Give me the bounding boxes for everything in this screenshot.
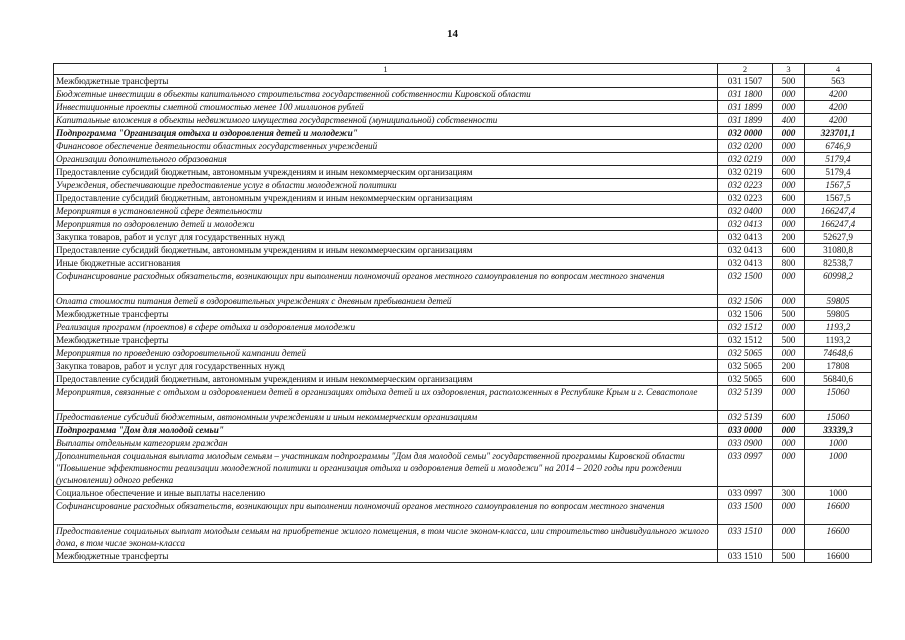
row-amount-cell: 1000: [805, 450, 872, 487]
table-row: [54, 321, 872, 334]
row-name-cell: Предоставление субсидий бюджетным, автономным учреждениям и иным некоммерческим организациям: [54, 192, 718, 205]
row-code-cell: 032 1506: [718, 308, 773, 321]
table-row: [54, 411, 872, 424]
table-row: [54, 500, 872, 525]
row-type-cell: 500: [773, 75, 805, 88]
row-type-cell: 800: [773, 257, 805, 270]
table-row: [54, 424, 872, 437]
table-row: [54, 270, 872, 295]
row-amount-cell: 59805: [805, 295, 872, 308]
table-row: [54, 334, 872, 347]
row-name-cell: Софинансирование расходных обязательств, возникающих при выполнении полномочий органов местного самоуправления по вопросам местного значения: [54, 270, 718, 295]
table-row: [54, 386, 872, 411]
row-code-cell: 032 5065: [718, 373, 773, 386]
row-code-cell: 031 1899: [718, 114, 773, 127]
row-amount-cell: 1567,5: [805, 192, 872, 205]
row-code-cell: 033 1510: [718, 525, 773, 550]
page-number: 14: [447, 28, 458, 40]
row-name-cell: Выплаты отдельным категориям граждан: [54, 437, 718, 450]
row-amount-cell: 1567,5: [805, 179, 872, 192]
row-name-cell: Бюджетные инвестиции в объекты капитального строительства государственной собственности Кировской области: [54, 88, 718, 101]
row-name-cell: Предоставление субсидий бюджетным, автономным учреждениям и иным некоммерческим организациям: [54, 244, 718, 257]
column-header-3: 3: [773, 64, 805, 75]
row-code-cell: 032 0223: [718, 179, 773, 192]
row-amount-cell: 82538,7: [805, 257, 872, 270]
row-type-cell: 000: [773, 424, 805, 437]
table-row: [54, 550, 872, 563]
row-amount-cell: 166247,4: [805, 205, 872, 218]
table-row: [54, 205, 872, 218]
row-name-cell: Предоставление субсидий бюджетным, автономным учреждениям и иным некоммерческим организациям: [54, 411, 718, 424]
row-code-cell: 033 1500: [718, 500, 773, 525]
table-row: [54, 295, 872, 308]
row-code-cell: 033 0997: [718, 487, 773, 500]
row-type-cell: 500: [773, 334, 805, 347]
row-name-cell: Мероприятия в установленной сфере деятельности: [54, 205, 718, 218]
row-code-cell: 033 0997: [718, 450, 773, 487]
row-name-cell: Мероприятия по оздоровлению детей и молодежи: [54, 218, 718, 231]
row-amount-cell: 5179,4: [805, 166, 872, 179]
row-type-cell: 000: [773, 140, 805, 153]
row-amount-cell: 74648,6: [805, 347, 872, 360]
row-code-cell: 032 0219: [718, 153, 773, 166]
row-amount-cell: 563: [805, 75, 872, 88]
row-amount-cell: 59805: [805, 308, 872, 321]
row-code-cell: 031 1507: [718, 75, 773, 88]
row-code-cell: 032 0413: [718, 244, 773, 257]
table-row: [54, 231, 872, 244]
row-name-cell: Организации дополнительного образования: [54, 153, 718, 166]
row-name-cell: Инвестиционные проекты сметной стоимостью менее 100 миллионов рублей: [54, 101, 718, 114]
row-name-cell: Межбюджетные трансферты: [54, 75, 718, 88]
row-type-cell: 000: [773, 270, 805, 295]
row-amount-cell: 5179,4: [805, 153, 872, 166]
table-header-row: [54, 64, 872, 75]
row-name-cell: Предоставление субсидий бюджетным, автономным учреждениям и иным некоммерческим организациям: [54, 373, 718, 386]
row-type-cell: 000: [773, 450, 805, 487]
row-amount-cell: 1000: [805, 487, 872, 500]
row-amount-cell: 6746,9: [805, 140, 872, 153]
table-row: [54, 166, 872, 179]
row-type-cell: 200: [773, 231, 805, 244]
row-code-cell: 032 0200: [718, 140, 773, 153]
row-amount-cell: 16600: [805, 550, 872, 563]
row-type-cell: 000: [773, 218, 805, 231]
row-code-cell: 032 5139: [718, 386, 773, 411]
row-code-cell: 032 0400: [718, 205, 773, 218]
table-row: [54, 114, 872, 127]
row-code-cell: 032 5065: [718, 347, 773, 360]
row-code-cell: 032 1506: [718, 295, 773, 308]
table-row: [54, 525, 872, 550]
row-type-cell: 000: [773, 500, 805, 525]
table-row: [54, 244, 872, 257]
row-type-cell: 000: [773, 437, 805, 450]
row-type-cell: 000: [773, 347, 805, 360]
row-code-cell: 032 0413: [718, 218, 773, 231]
row-code-cell: 032 0000: [718, 127, 773, 140]
column-header-1: 1: [54, 64, 718, 75]
table-row: [54, 347, 872, 360]
row-name-cell: Мероприятия, связанные с отдыхом и оздоровлением детей в организациях отдыха детей и их оздоровления, расположенных в Республике Крым и г. Севастополе: [54, 386, 718, 411]
row-code-cell: 033 1510: [718, 550, 773, 563]
row-amount-cell: 33339,3: [805, 424, 872, 437]
row-name-cell: Социальное обеспечение и иные выплаты населению: [54, 487, 718, 500]
row-name-cell: Оплата стоимости питания детей в оздоровительных учреждениях с дневным пребыванием детей: [54, 295, 718, 308]
table-row: [54, 75, 872, 88]
row-amount-cell: 1193,2: [805, 321, 872, 334]
table-row: [54, 127, 872, 140]
table-row: [54, 153, 872, 166]
table-row: [54, 257, 872, 270]
row-type-cell: 600: [773, 411, 805, 424]
row-name-cell: Подпрограмма "Организация отдыха и оздоровления детей и молодежи": [54, 127, 718, 140]
row-code-cell: 032 0223: [718, 192, 773, 205]
row-type-cell: 600: [773, 166, 805, 179]
table-row: [54, 218, 872, 231]
row-type-cell: 500: [773, 308, 805, 321]
row-name-cell: Мероприятия по проведению оздоровительной кампании детей: [54, 347, 718, 360]
row-code-cell: 032 0219: [718, 166, 773, 179]
row-name-cell: Закупка товаров, работ и услуг для государственных нужд: [54, 360, 718, 373]
row-name-cell: Предоставление субсидий бюджетным, автономным учреждениям и иным некоммерческим организациям: [54, 166, 718, 179]
table-row: [54, 437, 872, 450]
table-row: [54, 308, 872, 321]
row-code-cell: 032 1512: [718, 334, 773, 347]
row-type-cell: 600: [773, 373, 805, 386]
row-type-cell: 000: [773, 101, 805, 114]
row-type-cell: 600: [773, 244, 805, 257]
row-name-cell: Закупка товаров, работ и услуг для государственных нужд: [54, 231, 718, 244]
row-type-cell: 400: [773, 114, 805, 127]
table-row: [54, 88, 872, 101]
row-amount-cell: 4200: [805, 88, 872, 101]
row-name-cell: Капитальные вложения в объекты недвижимого имущества государственной (муниципальной) собственности: [54, 114, 718, 127]
row-amount-cell: 4200: [805, 114, 872, 127]
row-amount-cell: 16600: [805, 525, 872, 550]
row-type-cell: 000: [773, 179, 805, 192]
row-amount-cell: 15060: [805, 411, 872, 424]
column-header-4: 4: [805, 64, 872, 75]
row-amount-cell: 31080,8: [805, 244, 872, 257]
row-code-cell: 031 1800: [718, 88, 773, 101]
column-header-2: 2: [718, 64, 773, 75]
row-amount-cell: 1193,2: [805, 334, 872, 347]
row-name-cell: Учреждения, обеспечивающие предоставление услуг в области молодежной политики: [54, 179, 718, 192]
row-name-cell: Реализация программ (проектов) в сфере отдыха и оздоровления молодежи: [54, 321, 718, 334]
row-code-cell: 032 0413: [718, 231, 773, 244]
table-row: [54, 179, 872, 192]
row-type-cell: 000: [773, 127, 805, 140]
row-name-cell: Межбюджетные трансферты: [54, 334, 718, 347]
row-code-cell: 032 0413: [718, 257, 773, 270]
row-name-cell: Предоставление социальных выплат молодым семьям на приобретение жилого помещения, в том числе эконом-класса, или строительство индивидуального жилого дома, в том числе эконом-класса: [54, 525, 718, 550]
row-type-cell: 000: [773, 153, 805, 166]
row-type-cell: 000: [773, 88, 805, 101]
row-type-cell: 000: [773, 386, 805, 411]
row-type-cell: 000: [773, 295, 805, 308]
row-amount-cell: 323701,1: [805, 127, 872, 140]
row-amount-cell: 4200: [805, 101, 872, 114]
row-name-cell: Финансовое обеспечение деятельности областных государственных учреждений: [54, 140, 718, 153]
row-name-cell: Подпрограмма "Дом для молодой семьи": [54, 424, 718, 437]
table-row: [54, 192, 872, 205]
row-amount-cell: 166247,4: [805, 218, 872, 231]
table-row: [54, 101, 872, 114]
row-type-cell: 000: [773, 321, 805, 334]
row-code-cell: 032 1512: [718, 321, 773, 334]
row-name-cell: Межбюджетные трансферты: [54, 550, 718, 563]
table-row: [54, 373, 872, 386]
row-amount-cell: 52627,9: [805, 231, 872, 244]
budget-table: [53, 63, 872, 563]
row-code-cell: 031 1899: [718, 101, 773, 114]
row-name-cell: Иные бюджетные ассигнования: [54, 257, 718, 270]
row-code-cell: 032 1500: [718, 270, 773, 295]
table-row: [54, 360, 872, 373]
row-name-cell: Софинансирование расходных обязательств, возникающих при выполнении полномочий органов местного самоуправления по вопросам местного значения: [54, 500, 718, 525]
row-name-cell: Межбюджетные трансферты: [54, 308, 718, 321]
row-type-cell: 300: [773, 487, 805, 500]
row-code-cell: 032 5065: [718, 360, 773, 373]
row-code-cell: 033 0900: [718, 437, 773, 450]
table-row: [54, 487, 872, 500]
row-amount-cell: 17808: [805, 360, 872, 373]
row-type-cell: 000: [773, 205, 805, 218]
row-type-cell: 000: [773, 525, 805, 550]
row-amount-cell: 1000: [805, 437, 872, 450]
row-amount-cell: 60998,2: [805, 270, 872, 295]
row-amount-cell: 56840,6: [805, 373, 872, 386]
row-type-cell: 200: [773, 360, 805, 373]
table-row: [54, 140, 872, 153]
row-amount-cell: 16600: [805, 500, 872, 525]
row-name-cell: Дополнительная социальная выплата молодым семьям – участникам подпрограммы "Дом для молодой семьи" государственной программы Кировской области "Повышение эффективности реализации молодежной политики и организация отдыха и оздоровления детей и молодежи" на 2014 – 2020 годы при рождении (усыновлении) одного ребенка: [54, 450, 718, 487]
row-code-cell: 033 0000: [718, 424, 773, 437]
row-type-cell: 500: [773, 550, 805, 563]
row-type-cell: 600: [773, 192, 805, 205]
row-code-cell: 032 5139: [718, 411, 773, 424]
table-row: [54, 450, 872, 487]
row-amount-cell: 15060: [805, 386, 872, 411]
